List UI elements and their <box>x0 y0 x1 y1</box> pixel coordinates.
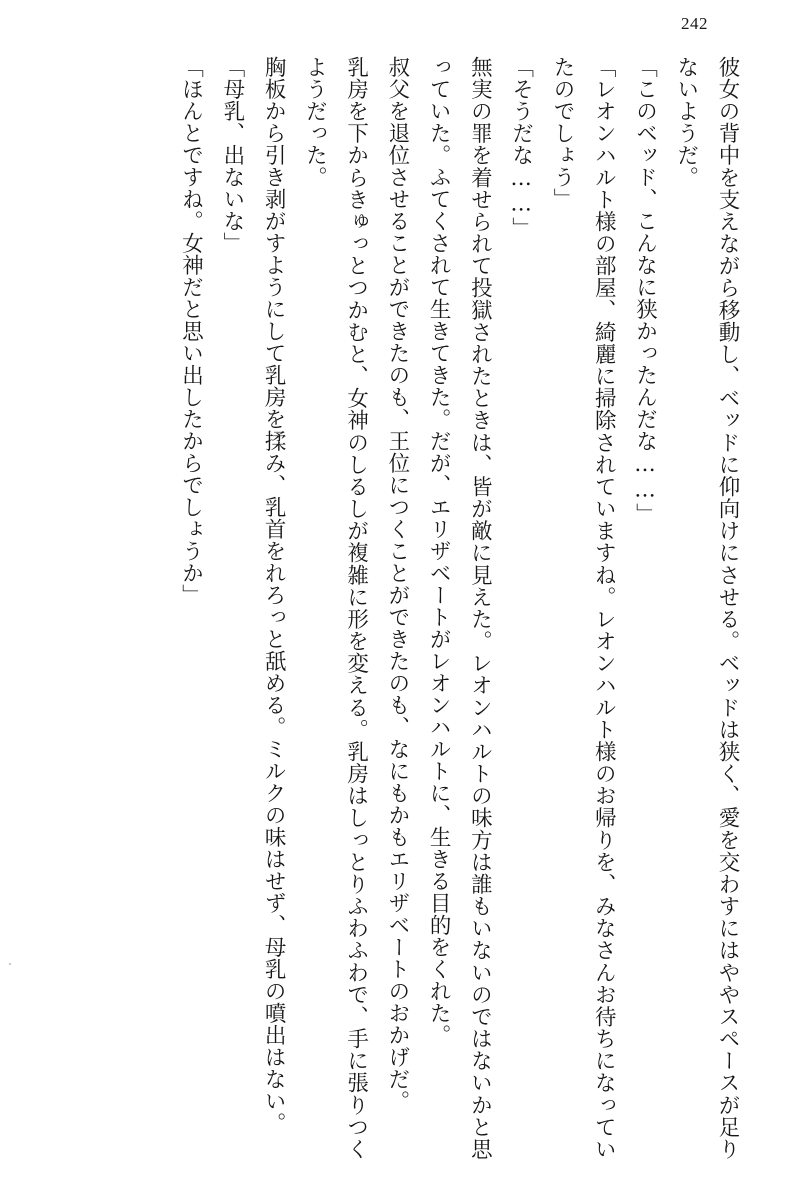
paragraph: 無実の罪を着せられて投獄されたときは、皆が敵に見えた。レオンハルトの味方は誰もいないのではないかと思っていた。ふてくされて生きてきた。だが、エリザベートがレオンハルトに、生きる目的をくれた。 <box>426 56 493 1160</box>
page-number: 242 <box>681 14 708 33</box>
page-speck <box>9 963 11 965</box>
paragraph: 「そうだな……」 <box>508 56 534 239</box>
paragraph: 「母乳、出ないな」 <box>219 56 245 254</box>
paragraph: 「レオンハルト様の部屋、綺麗に掃除されていますね。レオンハルト様のお帰りを、みなさんお待ちになっていたのでしょう」 <box>549 56 617 1160</box>
paragraph: 「ほんとですね。女神だと思い出したからでしょうか」 <box>178 56 204 606</box>
paragraph: 「このベッド、こんなに狭かったんだな……」 <box>632 56 658 525</box>
paragraph: 乳房を下からきゅっとつかむと、女神のしるしが複雑に形を変える。乳房はしっとりふわふわで、手に張りつくようだった。 <box>302 56 369 1160</box>
paragraph: 彼女の背中を支えながら移動し、ベッドに仰向けにさせる。ベッドは狭く、愛を交わすにはややスペースが足りないようだ。 <box>673 56 740 1160</box>
page-body-text <box>40 56 748 1160</box>
paragraph: 胸板から引き剥がすようにして乳房を揉み、乳首をれろっと舐める。ミルクの味はせず、母乳の噴出はない。 <box>261 56 287 1134</box>
paragraph: 叔父を退位させることができたのも、王位につくことができたのも、なにもかもエリザベートのおかげだ。 <box>384 56 410 1112</box>
